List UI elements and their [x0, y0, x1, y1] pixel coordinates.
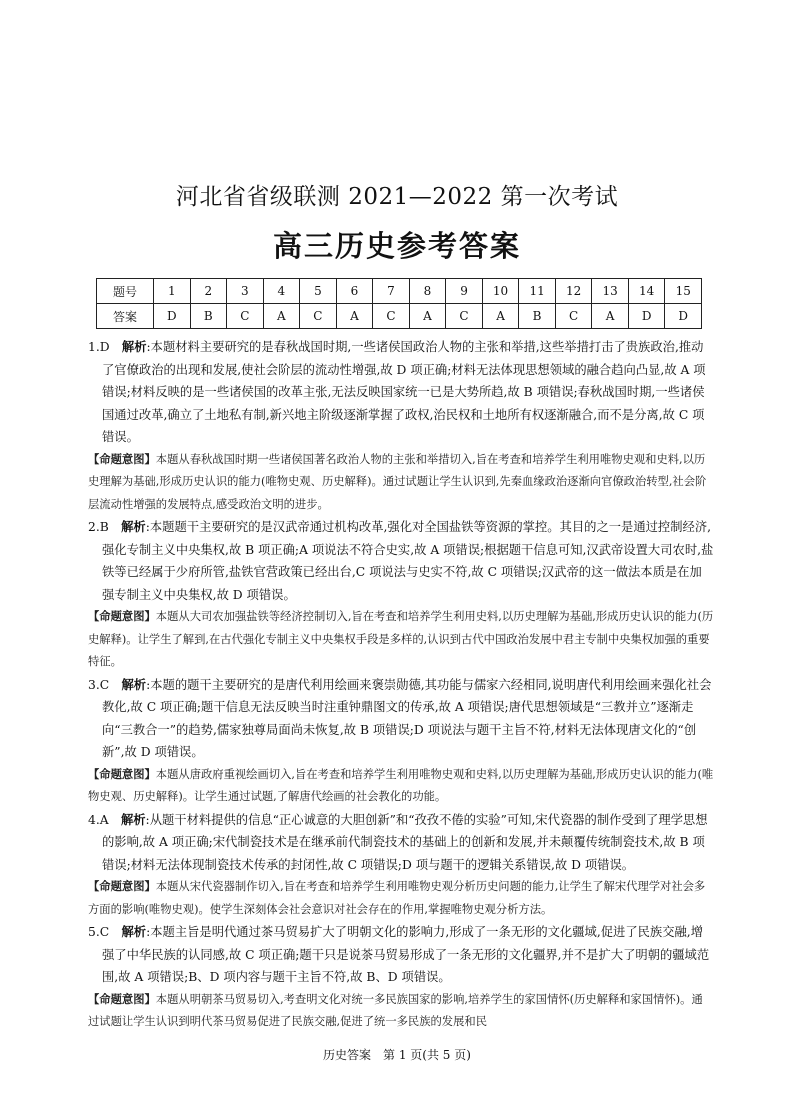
question-label: 5.C [88, 925, 110, 939]
question-label: 4.A [88, 812, 109, 827]
intent-tag: 【命题意图】 [88, 767, 156, 781]
answer-row [97, 304, 702, 329]
analysis-label: 解析 [121, 520, 146, 534]
answer-cell: B [190, 304, 227, 329]
answer-cell: A [482, 304, 519, 329]
answer-cell: D [154, 304, 191, 329]
design-intent [88, 449, 714, 517]
intent-tag: 【命题意图】 [88, 452, 156, 466]
design-intent [88, 764, 714, 809]
intent-text: 本题从大司农加强盐铁等经济控制切入,旨在考查和培养学生利用史料,以历史理解为基础,形成历史认识的能力(历史解释)。让学生了解到,在古代强化专制主义中央集权手段是多样的,认识到古代中国政治发展中君主专制中央集权加强的重要特征。 [88, 610, 714, 668]
analysis-text: :本题主旨是明代通过茶马贸易扩大了明朝文化的影响力,形成了一条无形的文化疆域,促进了民族交融,增强了中华民族的认同感,故 C 项正确;题干只是说茶马贸易形成了一条无形的文化疆界,并不是扩大了明朝的疆域范围,故 A 项错误;B、D 项内容与题干主旨不符,故 B、D 项错误。 [102, 925, 710, 984]
question-explanation [88, 336, 714, 449]
question-explanation [88, 809, 714, 877]
question-number-row [97, 279, 702, 304]
explanations [88, 336, 714, 1034]
question-label: 2.B [88, 520, 109, 534]
analysis-text: :从题干材料提供的信息“正心诚意的大胆创新”和“孜孜不倦的实验”可知,宋代瓷器的制作受到了理学思想的影响,故 A 项正确;宋代制瓷技术是在继承前代制瓷技术的基础上的创新和发展,并未颠覆传统制瓷技术,故 B 项错误;材料无法体现制瓷技术传承的封闭性,故 C 项错误;D 项与题干的逻辑关系错误,故 D 项错误。 [102, 812, 708, 872]
question-explanation [88, 516, 714, 606]
intent-text: 本题从唐政府重视绘画切入,旨在考查和培养学生利用唯物史观和史料,以历史理解为基础,形成历史认识的能力(唯物史观、历史解释)。让学生通过试题,了解唐代绘画的社会教化的功能。 [88, 767, 714, 803]
row-label: 答案 [97, 304, 154, 329]
design-intent [88, 606, 714, 674]
question-number: 1 [154, 279, 191, 304]
analysis-text: :本题的题干主要研究的是唐代利用绘画来褒崇勋德,其功能与儒家六经相同,说明唐代利用绘画来强化社会教化,故 C 项正确;题干信息无法反映当时注重钟鼎图文的传承,故 A 项错误;唐代思想领域是“三教并立”逐渐走向“三教合一”的趋势,儒家独尊局面尚未恢复,故 B 项错误;D 项说法与题干主旨不符,材料无法体现唐文化的“创新”,故 D 项错误。 [102, 677, 712, 759]
design-intent [88, 876, 714, 921]
question-number: 8 [409, 279, 446, 304]
page-footer: 历史答案 第 1 页(共 5 页) [323, 1048, 471, 1062]
design-intent [88, 989, 714, 1034]
question-number: 14 [628, 279, 665, 304]
question-number: 3 [227, 279, 264, 304]
row-label: 题号 [97, 279, 154, 304]
question-label: 3.C [88, 677, 110, 692]
intent-tag: 【命题意图】 [88, 880, 156, 893]
question-number: 5 [300, 279, 337, 304]
question-number: 7 [373, 279, 410, 304]
answer-cell: D [628, 304, 665, 329]
intent-tag: 【命题意图】 [88, 992, 156, 1006]
question-number: 15 [665, 279, 702, 304]
answer-cell: C [300, 304, 337, 329]
intent-text: 本题从宋代瓷器制作切入,旨在考查和培养学生利用唯物史观分析历史问题的能力,让学生了解宋代理学对社会多方面的影响(唯物史观)。使学生深刻体会社会意识对社会存在的作用,掌握唯物史观分析方法。 [88, 880, 706, 916]
question-number: 4 [263, 279, 300, 304]
question-number: 9 [446, 279, 483, 304]
intent-tag: 【命题意图】 [88, 610, 156, 623]
answer-cell: A [263, 304, 300, 329]
answer-cell: C [446, 304, 483, 329]
intent-text: 本题从明朝茶马贸易切入,考查明文化对统一多民族国家的影响,培养学生的家国情怀(历史解释和家国情怀)。通过试题让学生认识到明代茶马贸易促进了民族交融,促进了统一多民族的发展和民 [88, 992, 703, 1028]
answer-cell: C [227, 304, 264, 329]
question-number: 11 [519, 279, 556, 304]
question-number: 6 [336, 279, 373, 304]
answer-cell: A [409, 304, 446, 329]
analysis-label: 解析 [121, 925, 147, 939]
question-explanation [88, 674, 714, 764]
answer-cell: C [555, 304, 592, 329]
question-number: 13 [592, 279, 629, 304]
answer-cell: C [373, 304, 410, 329]
analysis-text: :本题题干主要研究的是汉武帝通过机构改革,强化对全国盐铁等资源的掌控。其目的之一是通过控制经济,强化专制主义中央集权,故 B 项正确;A 项说法不符合史实,故 A 项错误;根据题干信息可知,汉武帝设置大司农时,盐铁等已经属于少府所管,盐铁官营政策已经出台,C 项说法与史实不符,故 C 项错误;汉武帝的这一做法本质是在加强专制主义中央集权,故 D 项错误。 [102, 520, 714, 602]
answer-title: 高三历史参考答案 [272, 229, 521, 263]
analysis-label: 解析 [121, 677, 147, 692]
analysis-label: 解析 [120, 812, 146, 827]
intent-text: 本题从春秋战国时期一些诸侯国著名政治人物的主张和举措切入,旨在考查和培养学生利用唯物史观和史料,以历史理解为基础,形成历史认识的能力(唯物史观、历史解释)。通过试题让学生认识到,先秦血缘政治逐渐向官僚政治转型,社会阶层流动性增强的发展特点,感受政治文明的进步。 [88, 452, 707, 511]
analysis-label: 解析 [121, 340, 147, 354]
question-number: 10 [482, 279, 519, 304]
exam-title: 河北省省级联测 2021—2022 第一次考试 [175, 184, 619, 210]
question-explanation [88, 921, 714, 989]
question-number: 12 [555, 279, 592, 304]
analysis-text: :本题材料主要研究的是春秋战国时期,一些诸侯国政治人物的主张和举措,这些举措打击了贵族政治,推动了官僚政治的出现和发展,使社会阶层的流动性增强,故 D 项正确;材料无法体现思想领域的融合趋向凸显,故 A 项错误;材料反映的是一些诸侯国的改革主张,无法反映国家统一已是大势所趋,故 B 项错误;春秋战国时期,一些诸侯国通过改革,确立了土地私有制,新兴地主阶级逐渐掌握了政权,治民权和土地所有权逐渐融合,而不是分离,故 C 项错误。 [102, 340, 706, 444]
answer-table [96, 278, 702, 329]
answer-cell: D [665, 304, 702, 329]
question-number: 2 [190, 279, 227, 304]
answer-cell: B [519, 304, 556, 329]
answer-cell: A [592, 304, 629, 329]
question-label: 1.D [88, 340, 110, 354]
answer-cell: A [336, 304, 373, 329]
